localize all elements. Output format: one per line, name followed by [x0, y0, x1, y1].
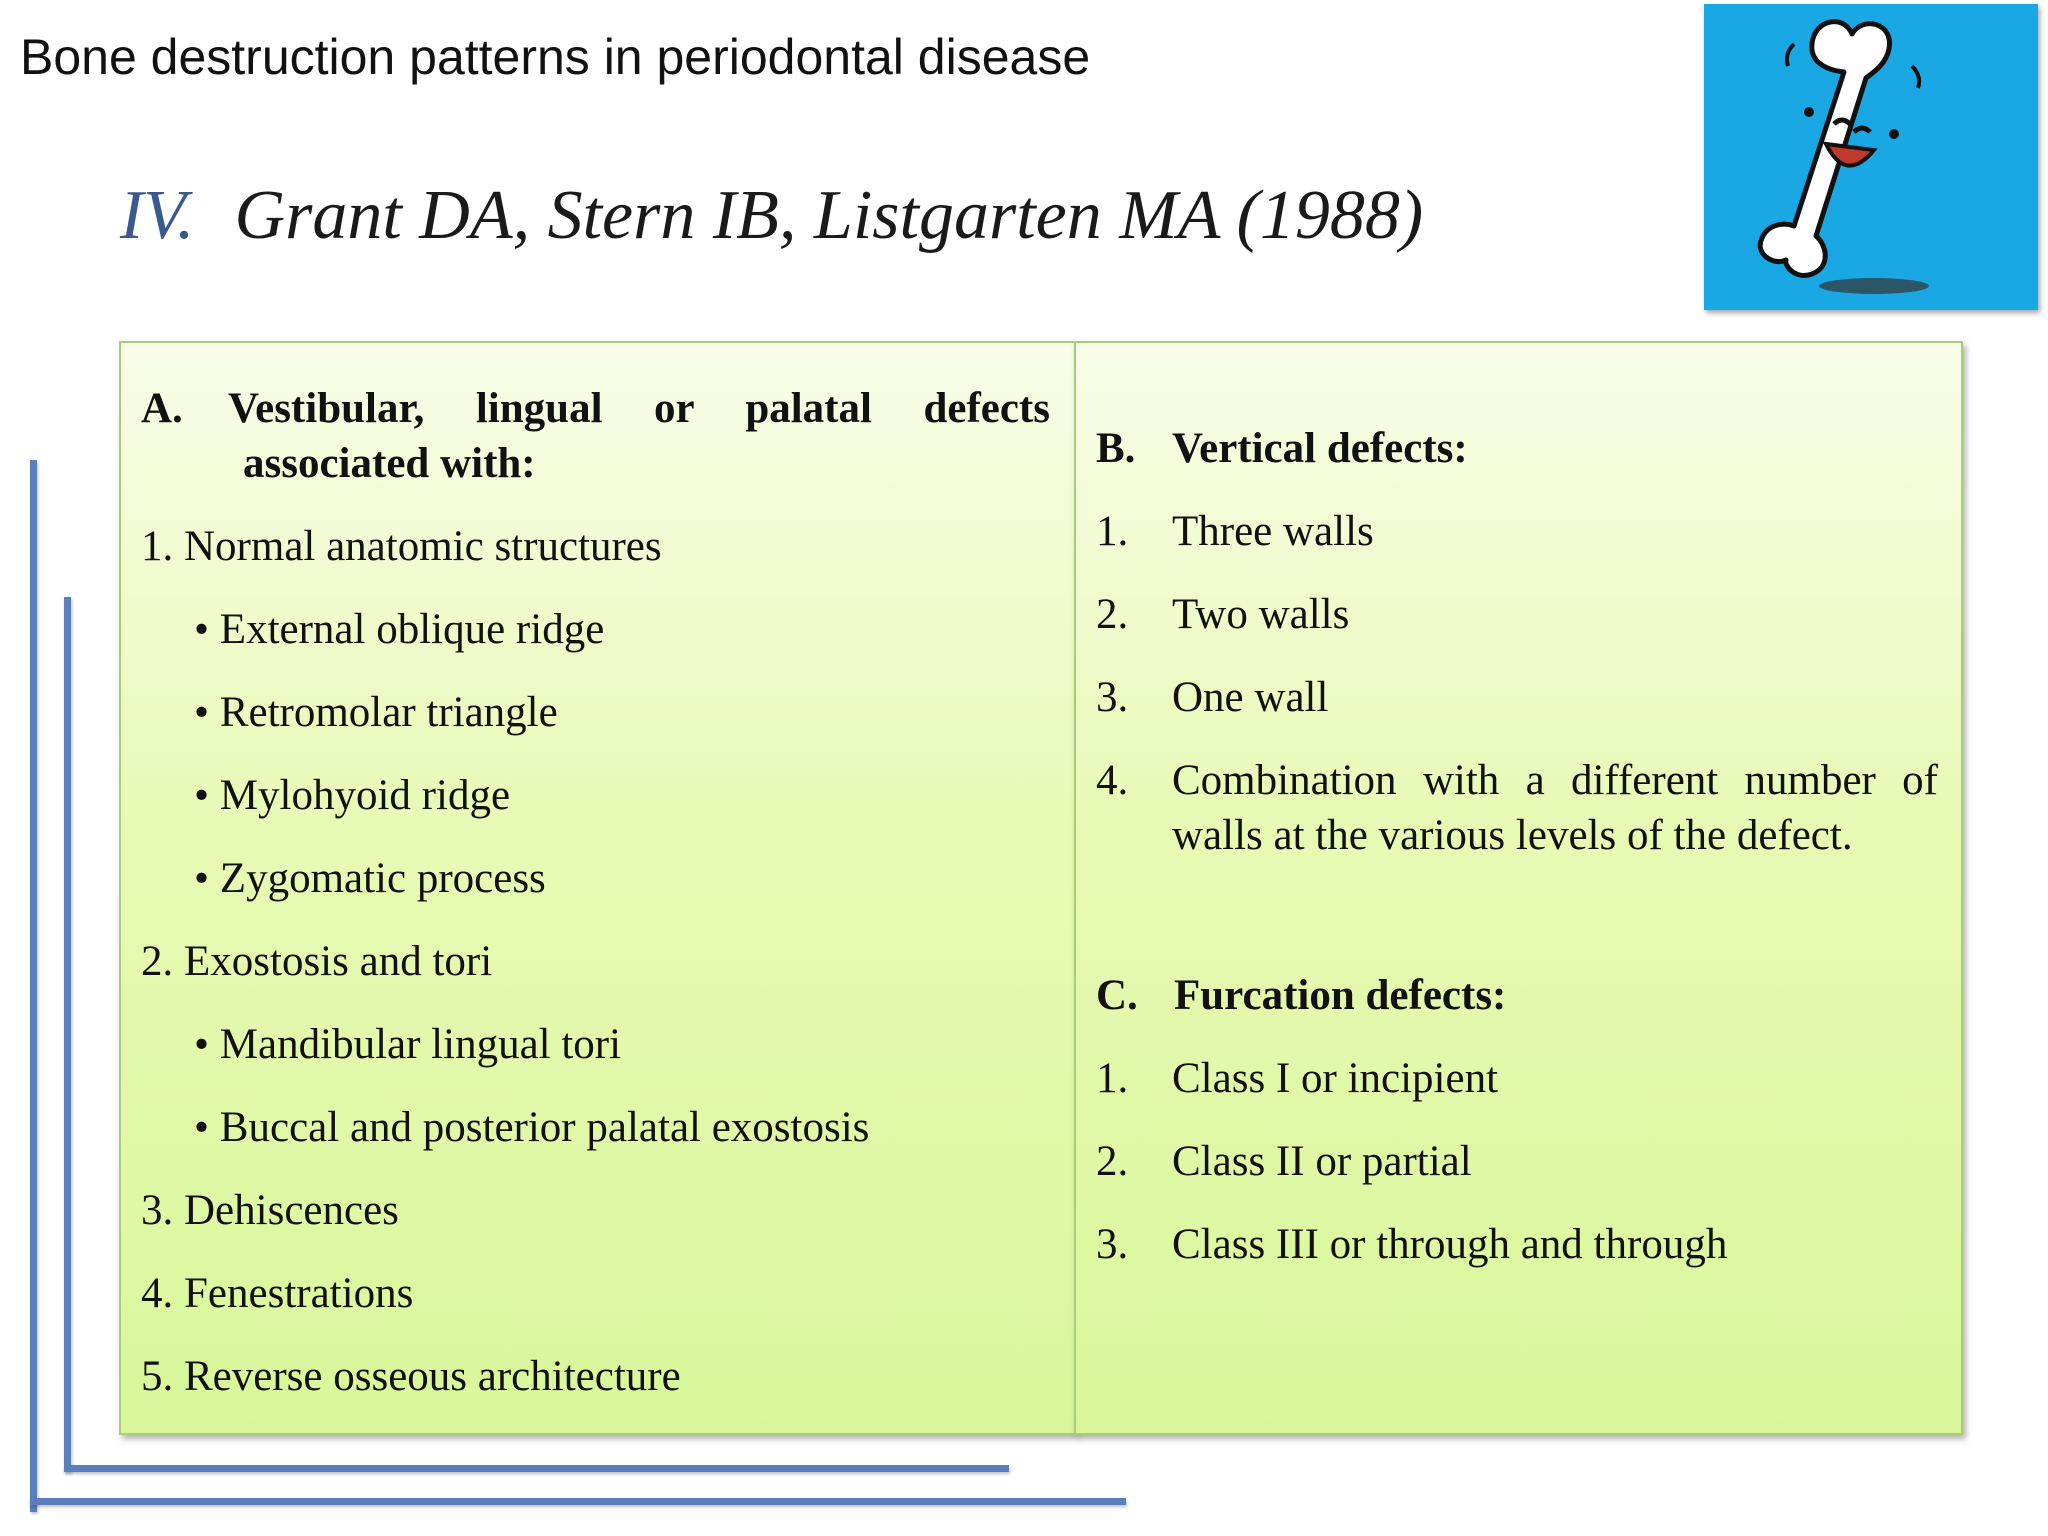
- inner-bracket-vertical: [64, 597, 71, 1472]
- slide-subtitle: [120, 176, 1423, 256]
- list-item: Class I or incipient: [1172, 1055, 1499, 1102]
- section-a-marker: A.: [141, 385, 183, 432]
- list-item-number: 2.: [1096, 1138, 1129, 1185]
- section-c-heading: Furcation defects:: [1174, 972, 1507, 1019]
- list-item: • Zygomatic process: [194, 855, 546, 902]
- slide-header-title: Bone destruction patterns in periodontal disease: [20, 29, 1091, 85]
- section-b-marker: B.: [1096, 425, 1136, 472]
- list-item-number: 1.: [1096, 1055, 1129, 1102]
- section-a-heading-line2: associated with:: [243, 440, 536, 487]
- section-a-heading-line1: Vestibular, lingual or palatal defects: [228, 385, 1050, 432]
- section-c-marker: C.: [1096, 972, 1138, 1019]
- list-item: Two walls: [1172, 591, 1350, 638]
- list-item-number: 1.: [1096, 508, 1129, 555]
- list-item: Combination with a different number of: [1172, 757, 1938, 804]
- list-item: 1. Normal anatomic structures: [141, 523, 662, 570]
- list-item: • Mandibular lingual tori: [194, 1021, 622, 1068]
- inner-bracket-horizontal: [64, 1465, 1009, 1472]
- list-item-number: 2.: [1096, 591, 1129, 638]
- list-item: • External oblique ridge: [194, 606, 605, 653]
- list-item: One wall: [1172, 674, 1329, 721]
- list-item-number: 3.: [1096, 674, 1129, 721]
- list-item-continuation: walls at the various levels of the defect.: [1172, 812, 1853, 859]
- list-item: • Mylohyoid ridge: [194, 772, 511, 819]
- subtitle-number: IV.: [120, 177, 195, 254]
- list-item: • Buccal and posterior palatal exostosis: [194, 1104, 870, 1151]
- list-item: Class II or partial: [1172, 1138, 1472, 1185]
- subtitle-text: Grant DA, Stern IB, Listgarten MA (1988): [234, 177, 1424, 254]
- list-item: Class III or through and through: [1172, 1221, 1728, 1268]
- list-item: 2. Exostosis and tori: [141, 938, 493, 985]
- list-item: 4. Fenestrations: [141, 1270, 414, 1317]
- outer-bracket-vertical: [30, 460, 37, 1512]
- outer-bracket-horizontal: [30, 1498, 1126, 1505]
- laughing-bone-icon: [1704, 4, 2038, 310]
- list-item-number: 4.: [1096, 757, 1129, 804]
- right-panel: [1074, 341, 1963, 1435]
- list-item: • Retromolar triangle: [194, 689, 558, 736]
- list-item: 5. Reverse osseous architecture: [141, 1353, 681, 1400]
- list-item: Three walls: [1172, 508, 1374, 555]
- list-item: 3. Dehiscences: [141, 1187, 399, 1234]
- section-b-heading: Vertical defects:: [1172, 425, 1468, 472]
- list-item-number: 3.: [1096, 1221, 1129, 1268]
